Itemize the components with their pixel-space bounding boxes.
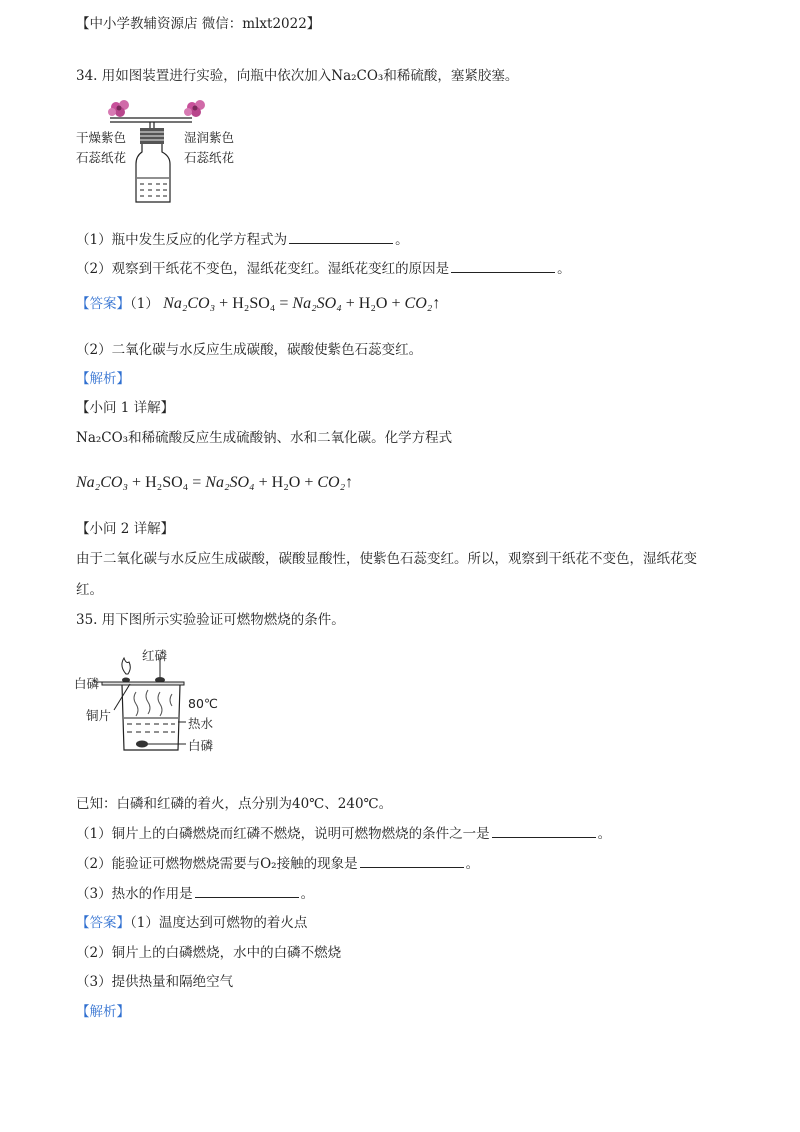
q34-figure (74, 98, 264, 208)
red-phosphorus-label: 红磷 (142, 648, 168, 663)
chemical-equation-2: Na₂CO₃ + H₂SO₄ = Na₂SO₄ + H₂O + CO₂↑ (76, 474, 354, 491)
q34-part2: （2）观察到干纸花不变色，湿纸花变红。湿纸花变红的原因是 。 (76, 261, 571, 277)
q35-answer1-line: 【答案】（1）温度达到可燃物的着火点 (76, 915, 308, 931)
q35-part3: （3）热水的作用是 。 (76, 886, 315, 902)
q34-answer-line: 【答案】（1） Na₂CO₃ + H₂SO₄ = Na₂SO₄ + H₂O + CO₂↑ (76, 295, 441, 312)
sub1-title: 【小问 1 详解】 (76, 400, 175, 416)
q35-figure (74, 644, 234, 754)
sub2-title: 【小问 2 详解】 (76, 521, 175, 537)
analysis-tag: 【解析】 (76, 371, 130, 387)
hot-water-label: 热水 (188, 716, 214, 731)
white-phosphorus-top-label: 白磷 (74, 676, 100, 691)
dry-flower-label-1: 干燥紫色 (76, 130, 127, 145)
answer-blank[interactable] (360, 855, 464, 868)
wet-flower-label-2: 石蕊纸花 (184, 150, 235, 165)
sub2-line2: 红。 (76, 582, 103, 598)
analysis-tag-2: 【解析】 (76, 1004, 130, 1020)
page-header: 【中小学教辅资源店 微信：mlxt2022】 (76, 16, 321, 32)
q35-stem: 35. 用下图所示实验验证可燃物燃烧的条件。 (76, 612, 345, 628)
dry-flower-label-2: 石蕊纸花 (76, 150, 127, 165)
sub1-text: Na₂CO₃和稀硫酸反应生成硫酸钠、水和二氧化碳。化学方程式 (76, 430, 453, 446)
flame-icon (122, 658, 130, 674)
answer-blank[interactable] (492, 825, 596, 838)
q35-answer2: （2）铜片上的白磷燃烧，水中的白磷不燃烧 (76, 945, 342, 961)
answer-blank[interactable] (451, 260, 555, 273)
temperature-label: 80℃ (188, 696, 218, 711)
wet-flower-icon (184, 100, 205, 117)
q35-answer3: （3）提供热量和隔绝空气 (76, 974, 234, 990)
q35-part1: （1）铜片上的白磷燃烧而红磷不燃烧，说明可燃物燃烧的条件之一是 。 (76, 826, 612, 842)
answer-tag: 【答案】 (76, 296, 130, 312)
chemical-equation: Na₂CO₃ + H₂SO₄ = Na₂SO₄ + H₂O + CO₂↑ (163, 295, 441, 312)
white-phosphorus-bottom-label: 白磷 (188, 738, 214, 753)
q34-part1: （1）瓶中发生反应的化学方程式为 。 (76, 232, 409, 248)
copper-plate-label: 铜片 (86, 708, 112, 723)
answer-blank[interactable] (289, 231, 393, 244)
answer-tag: 【答案】 (76, 915, 130, 931)
q35-known: 已知：白磷和红磷的着火，点分别为40℃、240℃。 (76, 796, 393, 812)
dry-flower-icon (108, 100, 129, 117)
q35-part2: （2）能验证可燃物燃烧需要与O₂接触的现象是 。 (76, 856, 480, 872)
q34-answer2: （2）二氧化碳与水反应生成碳酸，碳酸使紫色石蕊变红。 (76, 342, 423, 358)
sub2-line1: 由于二氧化碳与水反应生成碳酸，碳酸显酸性，使紫色石蕊变红。所以，观察到干纸花不变色，湿纸花变 (76, 551, 697, 567)
answer-blank[interactable] (195, 885, 299, 898)
q34-stem: 34. 用如图装置进行实验，向瓶中依次加入Na₂CO₃和稀硫酸，塞紧胶塞。 (76, 68, 519, 84)
wet-flower-label-1: 湿润紫色 (184, 130, 235, 145)
